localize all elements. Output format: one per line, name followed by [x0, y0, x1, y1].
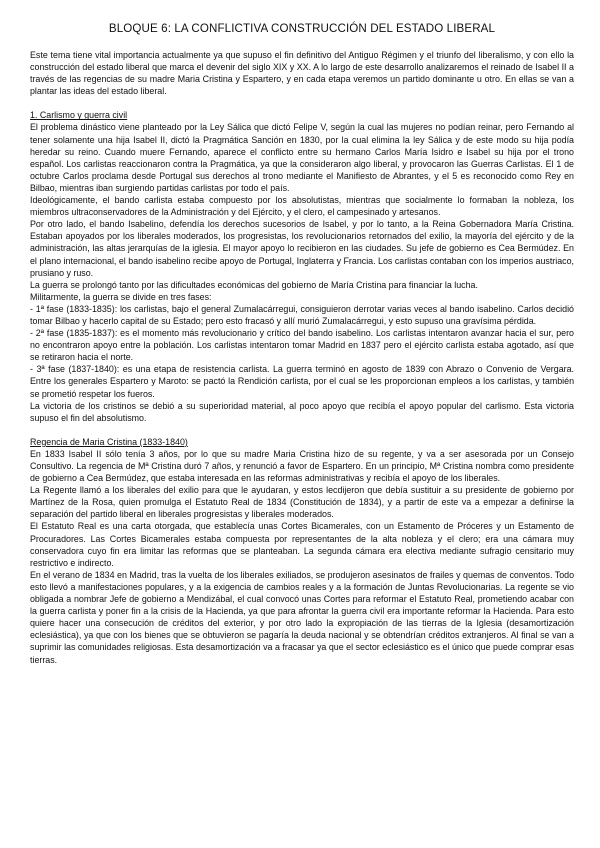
- spacer: [30, 97, 574, 109]
- document-title: BLOQUE 6: LA CONFLICTIVA CONSTRUCCIÓN DEL ESTADO LIBERAL: [108, 22, 496, 35]
- section-heading-carlismo: 1. Carlismo y guerra civil: [30, 110, 128, 121]
- paragraph: La guerra se prolongó tanto por las dificultades económicas del gobierno de María Cristina para financiar la lucha.: [30, 279, 478, 290]
- paragraph: La Regente llamó a los liberales del exilio para que le ayudaran, y estos lecdijeron que debía sustituir a su presidente de gobierno por Martínez de la Rosa, quien promulga el Estatuto Real de 1834 (Constitución de 1834), y a partir de este va a empezar a definirse la separación del partido liberal en liberales progresistas y liberales moderados.: [30, 485, 574, 520]
- paragraph: El Estatuto Real es una carta otorgada, que establecía unas Cortes Bicamerales, con un Estamento de Próceres y un Estamento de Procuradores. Las Cortes Bicamerales estaba compuesta por representantes de la alta nobleza y el clero; era una cámara muy conservadora cuyo fin era limitar las reformas que se planteaban. La segunda cámara era electiva mediante sufragio censitario muy restrictivo e indirecto.: [30, 521, 574, 568]
- document-page: [30, 22, 574, 666]
- paragraph: En el verano de 1834 en Madrid, tras la vuelta de los liberales exiliados, se produjeron asesinatos de frailes y quemas de conventos. Todo esto llevó a manifestaciones populares, y a la exigencia de cambios reales y a la formación de Juntas Revolucionarias. La regente se vio obligada a nombrar Jefe de gobierno a Mendizábal, el cual convocó unas Cortes para reformar el Estatuto Real, prometiendo acabar con la guerra carlista y poner fin a la crisis de la Hacienda, ya que para afrontar la guerra civil era importante reformar la Hacienda. Para esto quiere hacer una consecución de créditos del exterior, y por otro lado la expropiación de las tierras de la Iglesia (desamortización eclesiástica), ya que con los bienes que se obtuvieron se pagaría la deuda nacional y se obtendrían créditos extranjeros. Al final se van a suprimir las comunidades religiosas. Esta desamortización va a fracasar ya que el sector eclesiástico es el único que puede comprar esas tierras.: [30, 569, 574, 665]
- paragraph: En 1833 Isabel II sólo tenía 3 años, por lo que su madre Maria Cristina hizo de su regente, y va a ser asesorada por un Consejo Consultivo. La regencia de Mª Cristina duró 7 años, y renunció a favor de Espartero. En un principio, Mª Cristina nombra como presidente de gobierno a Cea Bermúdez, que estaba interesada en las reformas administrativas y recibía el apoyo de los liberales.: [30, 448, 574, 484]
- paragraph: El problema dinástico viene planteado por la Ley Sálica que dictó Felipe V, según la cual las mujeres no podían reinar, pero Fernando al tener solamente una hija Isabel II, dictó la Pragmática Sanción en 1830, por la cual elimina la ley Sálica y de este modo su hija podía heredar su reino. Cuando muere Fernando, aparece el conflicto entre su hermano Carlos María Isidro e Isabel su hija por el trono español. Los carlistas reaccionaron contra la Pragmática, ya que la consideraron algo liberal, y provocaron las Guerras Carlistas. El 1 de octubre Carlos proclama desde Portugal sus derechos al trono mediante el Manifiesto de Abrantes, y el 5 es reconocido como Rey en Bilbao, mientras iban surgiendo partidas carlistas por todo el país.: [30, 122, 574, 193]
- paragraph: Militarmente, la guerra se divide en tres fases:: [30, 291, 212, 302]
- spacer: [30, 424, 574, 436]
- list-item-fase-1: - 1ª fase (1833-1835): los carlistas, bajo el general Zumalacárregui, consiguieron derrotar varias veces al bando isabelino. Carlos decidió tomar Bilbao y hacerlo capital de su Estado; pero esto fracasó y allí murió Zumalacárregui, y esto supuso una gravísima pérdida.: [30, 303, 574, 326]
- list-item-fase-3: - 3ª fase (1837-1840): es una etapa de resistencia carlista. La guerra terminó en agosto de 1839 con Abrazo o Convenio de Vergara. Entre los generales Espartero y Maroto: se pactó la Rendición carlista, por el cual se les proporcionan empleos a los carlistas, y también se prometió respetar los fueros.: [30, 364, 574, 399]
- list-item-fase-2: - 2ª fase (1835-1837): es el momento más revolucionario y crítico del bando isabelino. Los carlistas intentaron avanzar hacia el sur, pero no encontraron apoyo entre la población. Los carlistas intentaron tomar Madrid en 1837 pero el ejército carlista estaba agotado, así que se retiraron hacia el norte.: [30, 328, 574, 363]
- section-heading-regencia: Regencia de Maria Cristina (1833-1840): [30, 436, 188, 447]
- intro-paragraph: Este tema tiene vital importancia actualmente ya que supuso el fin definitivo del Antiguo Régimen y el triunfo del liberalismo, y con ello la construcción del estado liberal que marca el devenir del siglo XIX y XX. A lo largo de este desarrollo analizaremos el reinado de Isabel II a través de las regencias de su madre Maria Cristina y Espartero, y en cada etapa veremos un partido dominante u otro. En ellas se van a plantar las ideas del estado liberal.: [30, 50, 574, 97]
- paragraph: Ideológicamente, el bando carlista estaba compuesto por los absolutistas, mientras que socialmente lo formaban la nobleza, los miembros ultraconservadores de la Administración y del Ejército, y el clero, el campesinado y artesanos.: [30, 195, 574, 218]
- paragraph: La victoria de los cristinos se debió a su superioridad material, al poco apoyo que recibía el apoyo popular del carlismo. Esta victoria supuso el fin del absolutismo.: [30, 400, 574, 423]
- paragraph: Por otro lado, el bando Isabelino, defendía los derechos sucesorios de Isabel, y por lo tanto, a la Reina Gobernadora María Cristina. Estaban apoyados por los liberales moderados, los progresistas, los revolucionarios retornados del exilio, la mayoría del ejército y de la administración, las altas jerarquías de la iglesia. El mayor apoyo lo recibieron en las ciudades. Su jefe de gobierno es Cea Bermúdez. En el plano internacional, el bando isabelino recibe apoyo de Portugal, Inglaterra y Francia. Los carlistas contaban con los imperios austriaco, prusiano y ruso.: [30, 219, 574, 278]
